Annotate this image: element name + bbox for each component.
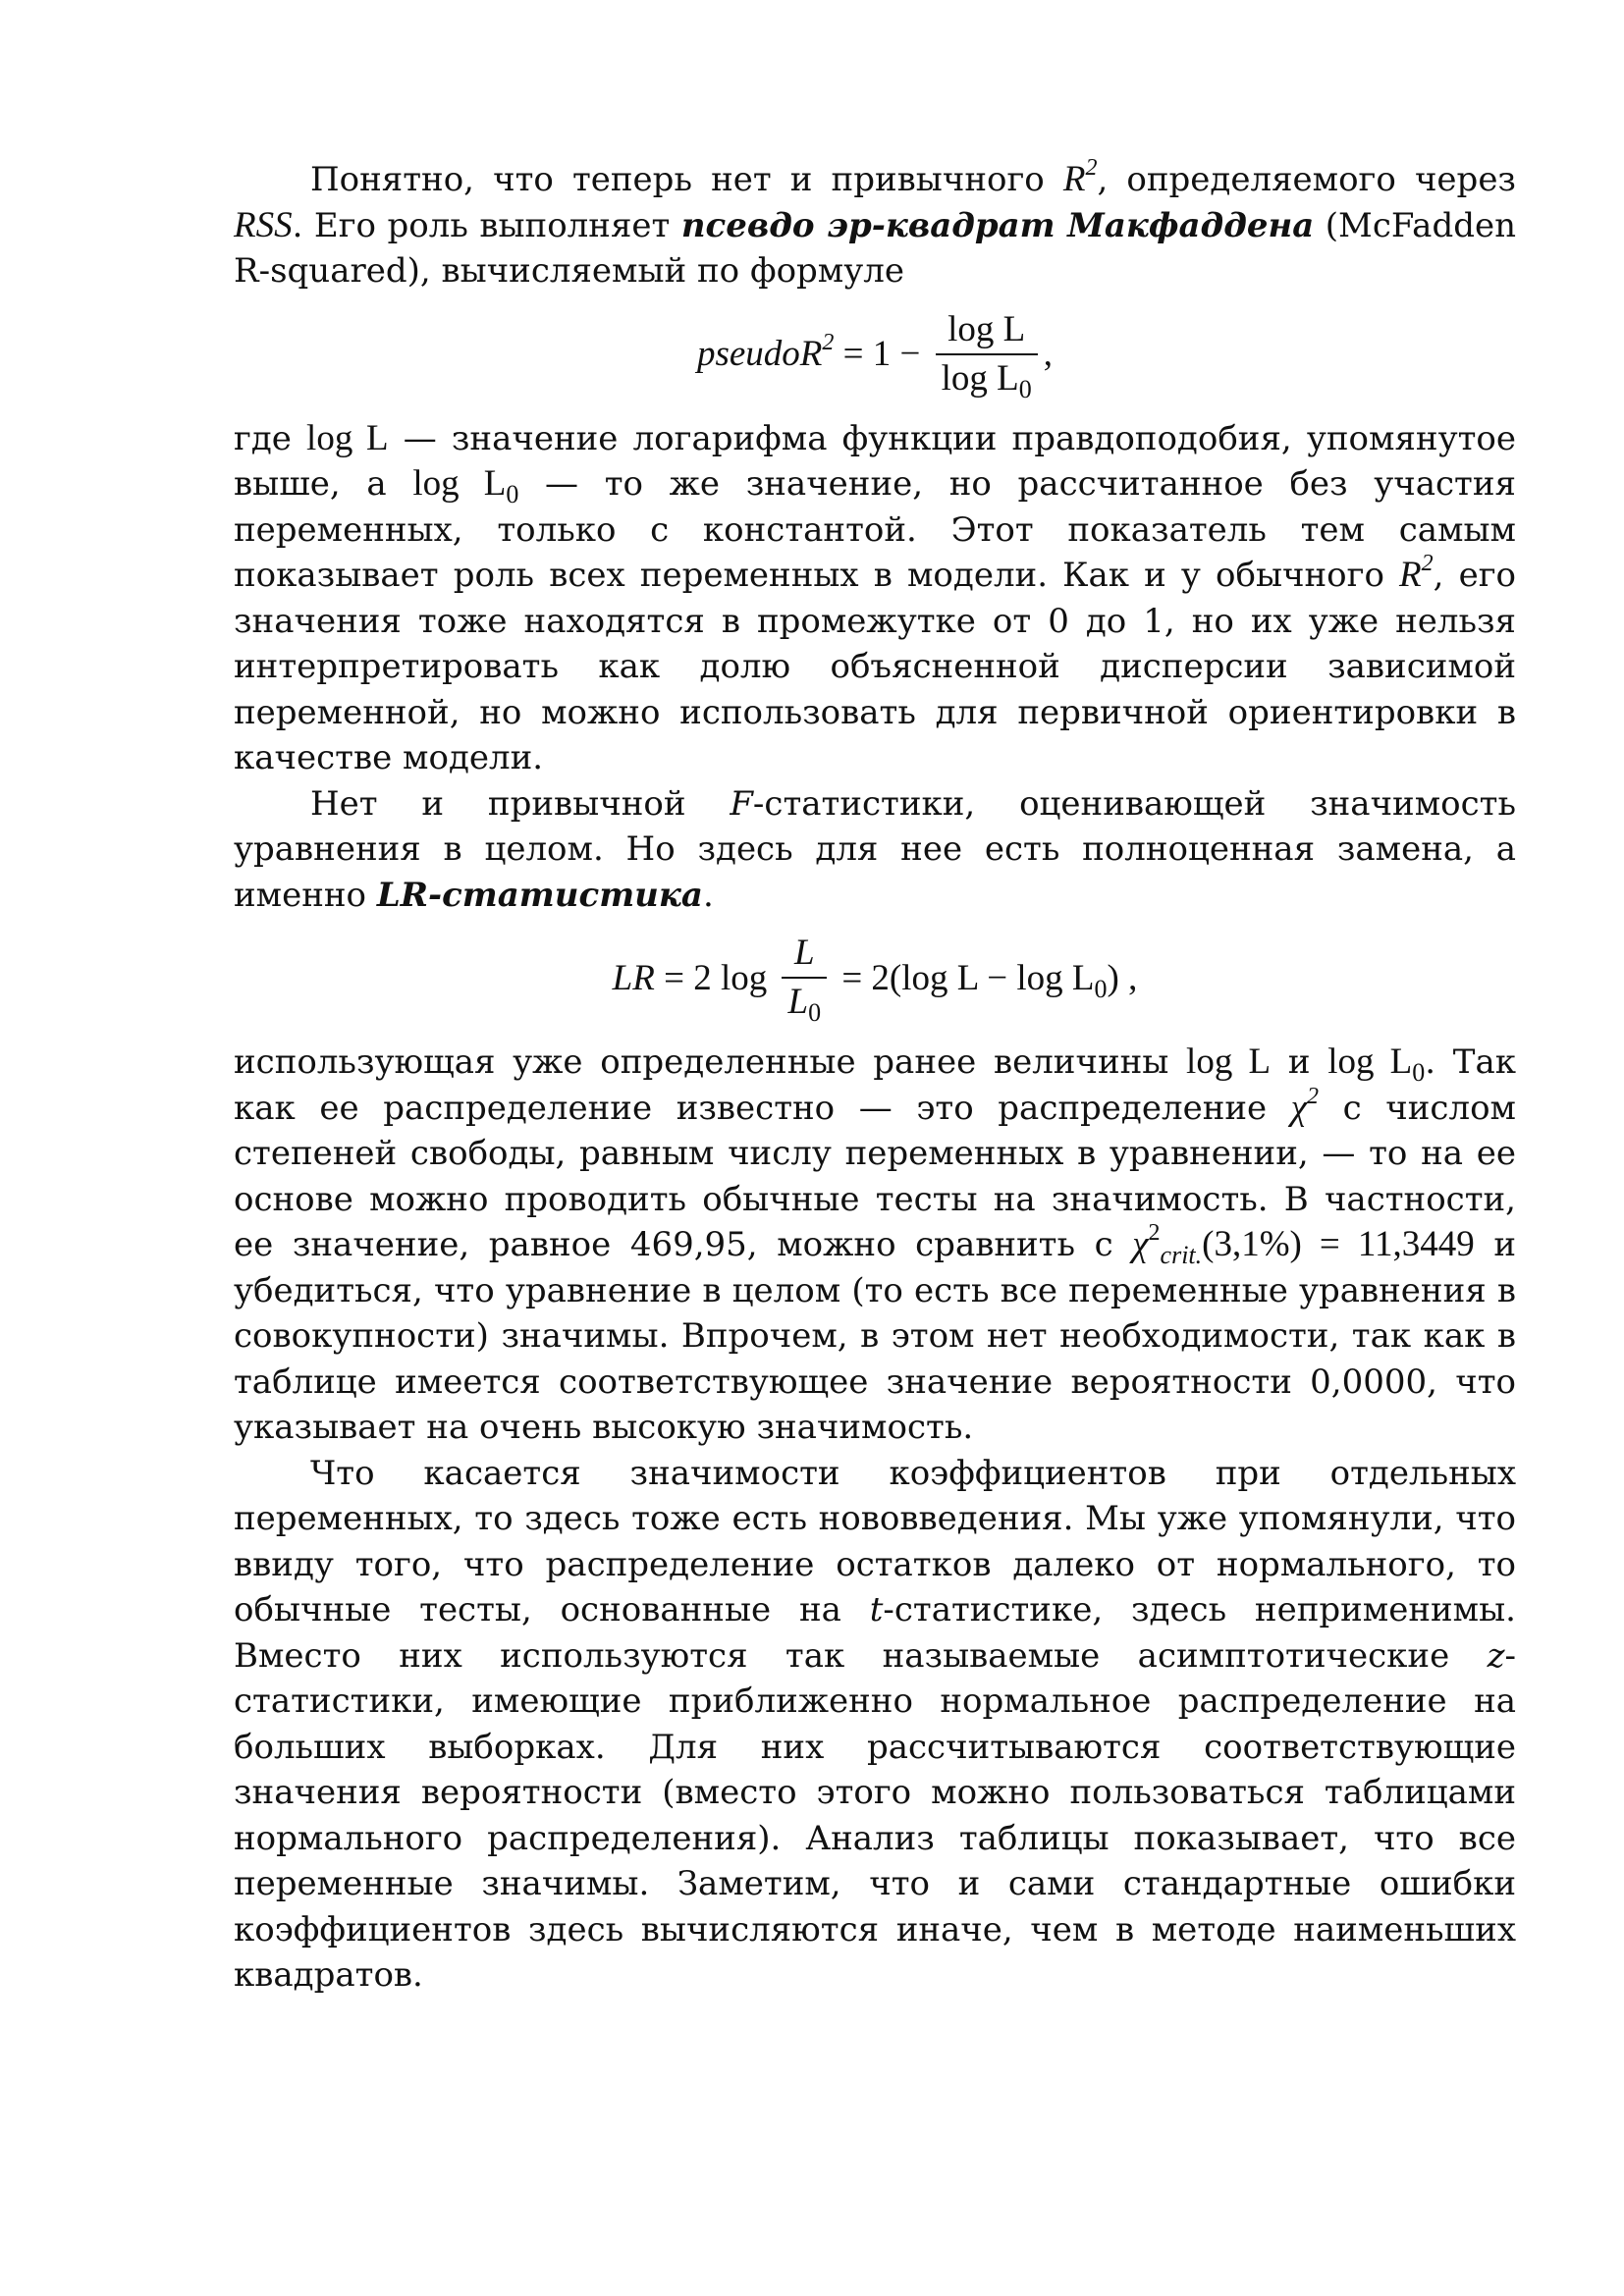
- math-expr: = 2(log L − log L: [833, 957, 1095, 998]
- text: -статистики, оценивающей значимость уравнения в целом. Но здесь для нее есть полноценная замена, а именно: [234, 783, 1516, 915]
- math-var: R: [1399, 555, 1422, 595]
- paragraph-chi-square: [234, 1040, 1516, 1451]
- subscript: 0: [1018, 374, 1032, 403]
- paragraph-lr-stat: [234, 781, 1516, 919]
- math-log-l: log L: [306, 417, 389, 458]
- text: (McFadden R-squared), вычисляемый по формуле: [234, 205, 1516, 291]
- chi-square-critical: [1132, 1220, 1475, 1269]
- math-expr: ) ,: [1107, 957, 1138, 998]
- formula-lr: [234, 932, 1516, 1027]
- term-pseudo-r-squared: псевдо эр-квадрат Макфаддена: [680, 205, 1315, 245]
- text: .: [702, 875, 714, 915]
- text: . Так как ее распределение известно — это распределение: [234, 1042, 1516, 1128]
- text: , определяемого через: [1097, 160, 1516, 199]
- subscript: 0: [506, 480, 519, 508]
- z-symbol: z: [1487, 1635, 1505, 1676]
- math-var: χ: [1132, 1224, 1149, 1264]
- text: с числом степеней свободы, равным числу переменных в уравнении, — то на ее основе можно проводить обычные тесты на значимость. В частности, ее значение, равное 469,95, можно сравнить с: [234, 1088, 1516, 1264]
- paragraph-log-l: [234, 416, 1516, 781]
- term-lr-statistic: LR-статистика: [376, 875, 703, 915]
- math-log-l0: [1327, 1041, 1426, 1087]
- math-var: R: [1062, 159, 1086, 199]
- formula-rhs: [833, 957, 1138, 1003]
- math-var: log L: [941, 357, 1019, 399]
- text: и убедиться, что уравнение в целом (то есть все переменные уравнения в совокупности) значимы. Впрочем, в этом нет необходимости, так как в таблице имеется соответствующее значение вероятности 0,0000, что указывает на очень высокую значимость.: [234, 1225, 1516, 1447]
- text: использующая уже определенные ранее величины: [234, 1042, 1187, 1082]
- text: и: [1271, 1042, 1328, 1082]
- fraction-denominator: [782, 977, 827, 1027]
- text: , его значения тоже находятся в промежутке от 0 до 1, но их уже нельзя интерпретировать как долю объясненной дисперсии зависимой переменной, но можно использовать для первичной ориентировки в качестве модели.: [234, 556, 1516, 777]
- formula-tail: ,: [1043, 334, 1054, 374]
- document-page: [234, 157, 1516, 1999]
- formula-fraction: [782, 932, 827, 1027]
- superscript: 2: [1085, 155, 1098, 181]
- text: Что касается значимости коэффициентов при отдельных переменных, то здесь тоже есть нововведения. Мы уже упомянули, что ввиду того, что распределение остатков далеко от нормального, то обычные тесты, основанные на: [234, 1453, 1516, 1629]
- math-log-l: log L: [1186, 1041, 1272, 1082]
- math-var: pseudoR: [696, 334, 823, 374]
- formula-eq: = 1 −: [834, 334, 930, 374]
- math-var: L: [787, 982, 809, 1022]
- superscript: 2: [822, 330, 835, 355]
- math-log-l0: [412, 463, 519, 508]
- t-symbol: t: [869, 1590, 884, 1629]
- formula-lhs: LR: [612, 957, 655, 998]
- text: — значение логарифма функции правдоподобия, упомянутое выше, а: [234, 418, 1516, 504]
- chi-square-symbol: [1290, 1083, 1320, 1128]
- fraction-numerator: log L: [947, 308, 1026, 349]
- superscript: 2: [1307, 1083, 1320, 1109]
- text: Понятно, что теперь нет и привычного: [310, 160, 1063, 199]
- r-squared-symbol: [1399, 551, 1434, 595]
- subscript: 0: [808, 998, 822, 1027]
- f-symbol: F: [730, 783, 753, 824]
- subscript: crit.: [1160, 1241, 1203, 1269]
- superscript: 2: [1421, 551, 1434, 576]
- text: -статистики, имеющие приближенно нормальное распределение на больших выборках. Для них рассчитываются соответствующие значения вероятности (вместо этого можно пользоваться таблицами нормального распределения). Анализ таблицы показывает, что все переменные значимы. Заметим, что и сами стандартные ошибки коэффициентов здесь вычисляются иначе, чем в методе наименьших квадратов.: [234, 1635, 1516, 1995]
- math-var: χ: [1290, 1087, 1308, 1128]
- math-var: log L: [1327, 1041, 1413, 1082]
- subscript: 0: [1412, 1058, 1426, 1087]
- fraction-denominator: [936, 353, 1038, 403]
- paragraph-mcfadden: [234, 157, 1516, 294]
- math-var: log L: [412, 463, 507, 504]
- subscript: 0: [1094, 974, 1108, 1003]
- paragraph-z-statistics: [234, 1451, 1516, 1999]
- formula-eq: = 2 log: [654, 957, 777, 998]
- r-squared-symbol: [1062, 155, 1098, 199]
- text: где: [234, 418, 307, 458]
- formula-pseudo-r2: [234, 308, 1516, 403]
- math-expr: (3,1%) = 11,3449: [1202, 1224, 1475, 1264]
- text: — то же значение, но рассчитанное без участия переменных, только с константой. Этот показатель тем самым показывает роль всех переменных в модели. Как и у обычного: [234, 464, 1516, 595]
- rss-symbol: RSS: [234, 204, 293, 245]
- formula-fraction: [936, 308, 1038, 403]
- text: . Его роль выполняет: [292, 205, 681, 245]
- fraction-numerator: L: [793, 933, 815, 973]
- text: Нет и привычной: [310, 783, 731, 824]
- superscript: 2: [1148, 1220, 1161, 1246]
- text: -статистике, здесь неприменимы. Вместо них используются так называемые асимптотические: [234, 1590, 1516, 1676]
- formula-lhs: [696, 330, 835, 375]
